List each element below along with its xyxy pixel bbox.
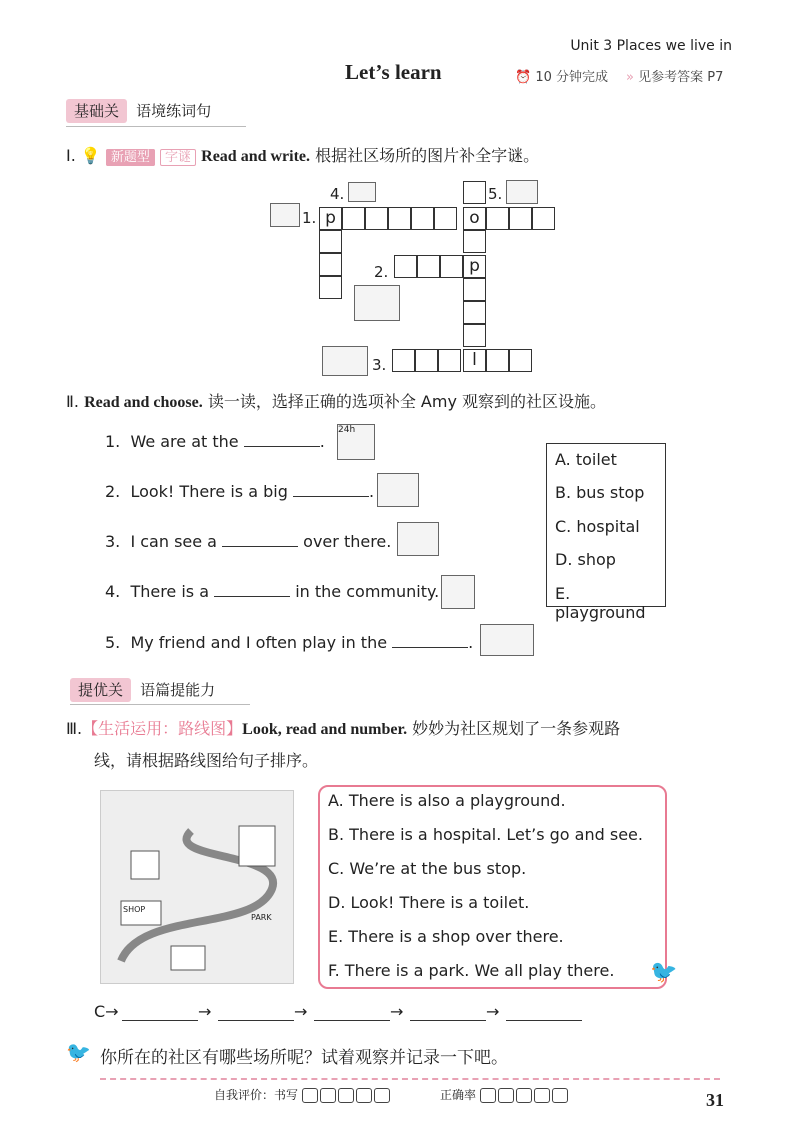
section-sub: 语境练词句 [136, 102, 212, 120]
statement-f: F. There is a park. We all play there. [328, 961, 615, 980]
instruction-en: Read and write. [201, 148, 311, 165]
section-label: 基础关 [66, 99, 127, 123]
answer-reference [626, 66, 723, 85]
statement-e: E. There is a shop over there. [328, 927, 564, 946]
answer-blank[interactable] [392, 647, 468, 648]
q-post: . [468, 633, 474, 652]
hospital-icon [377, 473, 419, 507]
bulb-icon: 💡 [80, 146, 101, 165]
q-num: 1. [105, 432, 121, 451]
answer-blank[interactable] [293, 496, 369, 497]
q-num: 3. [105, 532, 121, 551]
answer-blank[interactable] [214, 596, 290, 597]
part-number: Ⅱ. [66, 392, 79, 411]
part3-instruction [66, 716, 620, 739]
divider [66, 126, 246, 127]
option-d: D. shop [555, 550, 616, 569]
thumb-icon[interactable] [374, 1088, 390, 1103]
bus-stop-icon [441, 575, 475, 609]
timer-note [515, 66, 608, 85]
crossword-cell[interactable] [342, 207, 365, 230]
question-3 [105, 532, 391, 551]
q-num: 5. [105, 633, 121, 652]
answer-blank[interactable] [222, 546, 298, 547]
instruction-cn: 读一读，选择正确的选项补全 Amy 观察到的社区设施。 [207, 392, 607, 411]
route-map-drawing [101, 791, 293, 983]
q-post: in the community. [295, 582, 440, 601]
life-use-tag: 【生活运用：路线图】 [82, 719, 243, 738]
unit-title: Unit 3 Places we live in [570, 38, 732, 54]
crossword-cell[interactable] [438, 349, 461, 372]
sequence-blank[interactable] [314, 1020, 390, 1021]
question-1 [105, 432, 325, 451]
answer-text: 见参考答案 P7 [638, 70, 724, 85]
crossword-cell[interactable] [319, 276, 342, 299]
crossword-cell[interactable] [509, 349, 532, 372]
riddle-tag: 字谜 [160, 149, 196, 166]
thumb-icon[interactable] [338, 1088, 354, 1103]
thumb-icon[interactable] [516, 1088, 532, 1103]
option-c: C. hospital [555, 517, 640, 536]
instruction-en: Look, read and number. [242, 721, 408, 738]
clue-4: 4. [330, 185, 345, 203]
q-post: . [319, 432, 325, 451]
statement-b: B. There is a hospital. Let’s go and see. [328, 825, 643, 844]
accuracy-eval [440, 1086, 570, 1103]
question-4 [105, 582, 439, 601]
map-park-label: PARK [251, 913, 272, 922]
section-advanced [70, 679, 215, 700]
crossword-cell[interactable] [388, 207, 411, 230]
hospital-icon [506, 180, 538, 204]
shop-24h-icon: 24h [337, 424, 375, 460]
arrow: → [105, 1002, 119, 1021]
thumb-icon[interactable] [356, 1088, 372, 1103]
arrow: → [198, 1002, 212, 1021]
thumb-icon[interactable] [480, 1088, 496, 1103]
answer-blank[interactable] [244, 446, 320, 447]
statement-d: D. Look! There is a toilet. [328, 893, 530, 912]
q-num: 2. [105, 482, 121, 501]
section-label: 提优关 [70, 678, 131, 702]
divider [70, 704, 250, 705]
crossword-cell[interactable] [394, 255, 417, 278]
route-map [100, 790, 294, 984]
clue-2: 2. [374, 263, 389, 281]
question-5 [105, 633, 473, 652]
crossword-cell[interactable]: o [463, 207, 486, 230]
crossword-cell[interactable] [365, 207, 388, 230]
crossword-cell[interactable] [486, 207, 509, 230]
q-text: My friend and I often play in the [130, 633, 388, 652]
clue-1: 1. [302, 209, 317, 227]
question-2 [105, 482, 374, 501]
crossword-cell[interactable]: p [463, 255, 486, 278]
dashed-divider [100, 1078, 720, 1080]
crossword-cell[interactable] [463, 301, 486, 324]
section-basic [66, 100, 211, 121]
thumb-icon[interactable] [552, 1088, 568, 1103]
crossword-cell[interactable] [434, 207, 457, 230]
q-text: There is a [130, 582, 210, 601]
sequence-blank[interactable] [410, 1020, 486, 1021]
toilet-icon [397, 522, 439, 556]
thumb-icon[interactable] [534, 1088, 550, 1103]
part-number: Ⅰ. [66, 146, 76, 165]
thumb-icon[interactable] [320, 1088, 336, 1103]
statement-c: C. We’re at the bus stop. [328, 859, 527, 878]
q-num: 4. [105, 582, 121, 601]
page-title: Let’s learn [345, 60, 442, 84]
toilet-icon [322, 346, 368, 376]
instruction-cn: 根据社区场所的图片补全字谜。 [315, 146, 540, 165]
crossword-cell[interactable] [463, 230, 486, 253]
crossword-cell[interactable] [532, 207, 555, 230]
sequence-blank[interactable] [218, 1020, 294, 1021]
bird-mascot-icon: 🐦 [66, 1040, 91, 1064]
crossword-cell[interactable]: l [463, 349, 486, 372]
clock-icon: ⏰ [515, 70, 532, 85]
page-number: 31 [706, 1090, 724, 1110]
thumb-icon[interactable] [498, 1088, 514, 1103]
q-text: I can see a [130, 532, 217, 551]
tip-text: 你所在的社区有哪些场所呢？试着观察并记录一下吧。 [100, 1048, 508, 1068]
timer-text: 10 分钟完成 [535, 70, 609, 85]
park-icon [270, 203, 300, 227]
sequence-blank[interactable] [122, 1020, 198, 1021]
crossword-cell[interactable] [463, 181, 486, 204]
arrow: → [486, 1002, 500, 1021]
part-number: Ⅲ. [66, 719, 83, 738]
section-sub: 语篇提能力 [140, 681, 216, 699]
crossword-cell[interactable] [509, 207, 532, 230]
clue-3: 3. [372, 356, 387, 374]
sequence-start [94, 1002, 119, 1021]
option-e: E. playground [555, 584, 646, 622]
q-post: over there. [303, 532, 392, 551]
self-eval [214, 1086, 392, 1103]
seq-letter: C [94, 1002, 106, 1021]
instruction-en: Read and choose. [84, 394, 203, 411]
crossword-cell[interactable] [319, 230, 342, 253]
double-chevron-icon: » [626, 70, 634, 85]
crossword-cell[interactable] [415, 349, 438, 372]
crossword-cell[interactable]: p [319, 207, 342, 230]
playground-icon [348, 182, 376, 202]
crossword-cell[interactable] [319, 253, 342, 276]
crossword-cell[interactable] [440, 255, 463, 278]
options-box [546, 443, 666, 622]
playground-icon [480, 624, 534, 656]
crossword-cell[interactable] [392, 349, 415, 372]
arrow: → [294, 1002, 308, 1021]
map-shop-label: SHOP [123, 905, 146, 914]
option-b: B. bus stop [555, 483, 645, 502]
crossword-cell[interactable] [463, 278, 486, 301]
crossword-cell[interactable] [463, 324, 486, 347]
part2-instruction [66, 389, 606, 412]
crossword-cell[interactable] [417, 255, 440, 278]
statement-a: A. There is also a playground. [328, 791, 566, 810]
thumb-icon[interactable] [302, 1088, 318, 1103]
new-type-tag: 新题型 [106, 149, 155, 166]
q-text: Look! There is a big [130, 482, 288, 501]
option-a: A. toilet [555, 450, 617, 469]
shop-icon [354, 285, 400, 321]
self-eval-label: 自我评价：书写 [214, 1088, 299, 1102]
q-text: We are at the [130, 432, 239, 451]
q-post: . [368, 482, 375, 501]
part1-instruction [66, 143, 539, 166]
crossword-cell[interactable] [486, 349, 509, 372]
instruction-cn-line2: 线，请根据路线图给句子排序。 [94, 751, 319, 770]
bird-mascot-icon: 🐦 [650, 960, 678, 985]
crossword-cell[interactable] [411, 207, 434, 230]
clue-5: 5. [488, 185, 503, 203]
accuracy-label: 正确率 [440, 1088, 477, 1102]
arrow: → [390, 1002, 404, 1021]
statements-box [318, 785, 667, 989]
instruction-cn: 妙妙为社区规划了一条参观路 [412, 719, 621, 738]
sequence-blank[interactable] [506, 1020, 582, 1021]
